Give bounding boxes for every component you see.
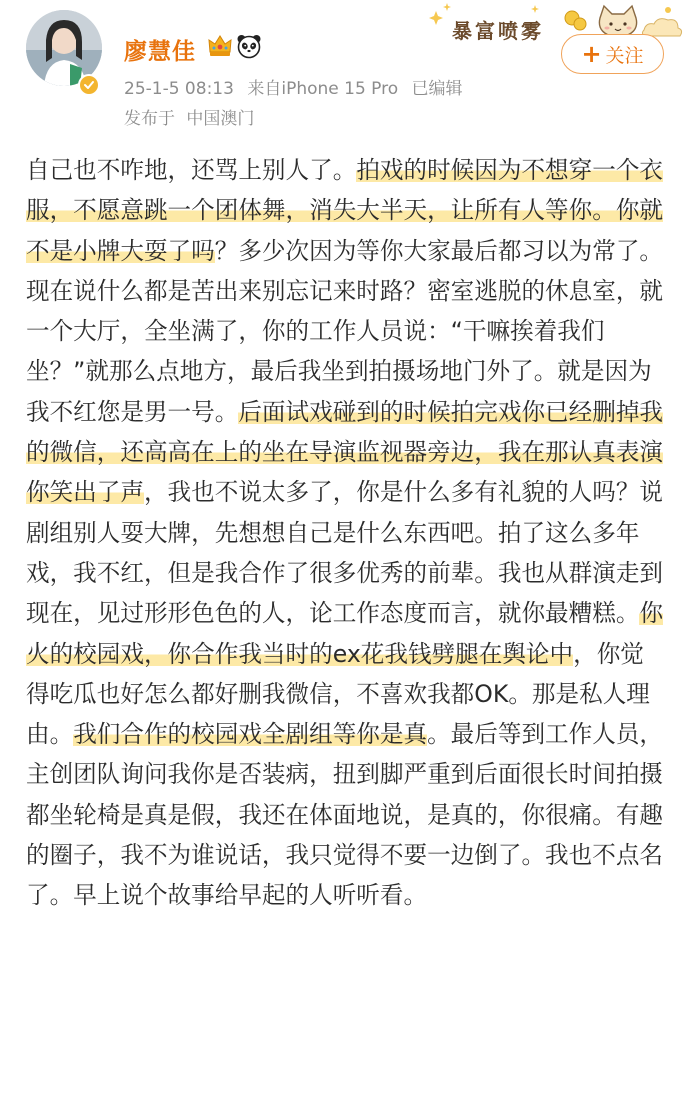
highlighted-text-segment: 拍戏的时候因为不想穿一个衣服，不愿意跳一个团体舞，消失大半天，让所有人等你。你就不是小牌大耍了吗 bbox=[26, 156, 664, 265]
follow-label: 关注 bbox=[605, 44, 644, 67]
panda-icon bbox=[236, 33, 262, 59]
text-segment: 。最后等到工作人员，主创团队询问我你是否装病，扭到脚严重到后面很长时间拍摄都坐轮椅是真是假，我还在体面地说，是真的，你很痛。有趣的圈子，我不为谁说话，我只觉得不要一边倒了。我也不点名了。早上说个故事给早起的人听听看。 bbox=[26, 720, 664, 910]
text-segment: ？多少次因为等你大家最后都习以为常了。现在说什么都是苦出来别忘记来时路？密室逃脱的休息室，就一个大厅，全坐满了，你的工作人员说：“干嘛挨着我们坐？”就那么点地方，最后我坐到拍摄场地门外了。就是因为我不红您是男一号。 bbox=[26, 236, 664, 426]
text-segment: ，我也不说太多了，你是什么多有礼貌的人吗？说剧组别人耍大牌，先想想自己是什么东西吧。拍了这么多年戏，我不红，但是我合作了很多优秀的前辈。我也从群演走到现在，见过形形色色的人，论工作态度而言，就你最糟糕。 bbox=[26, 478, 664, 628]
highlighted-text-segment: 你火的校园戏，你合作我当时的ex花我钱劈腿在舆论中 bbox=[26, 599, 664, 668]
text-segment: 自己也不咋地，还骂上别人了。 bbox=[26, 156, 357, 184]
text-segment: ，你觉得吃瓜也好怎么都好删我微信，不喜欢我都OK。那是私人理由。 bbox=[26, 639, 650, 749]
decor-text: 暴富喷雾 bbox=[452, 19, 544, 43]
highlighted-text-segment: 我们合作的校园戏全剧组等你是真 bbox=[73, 720, 428, 749]
post-date: 25-1-5 08:13 bbox=[124, 79, 234, 99]
plus-icon: + bbox=[581, 40, 602, 68]
post-location bbox=[124, 104, 260, 129]
verified-badge-icon bbox=[78, 74, 100, 96]
crown-icon bbox=[207, 33, 233, 57]
user-name[interactable]: 廖慧佳 bbox=[124, 39, 196, 65]
location-name: 中国澳门 bbox=[186, 109, 255, 129]
location-prefix: 发布于 bbox=[124, 109, 175, 129]
edited-label[interactable]: 已编辑 bbox=[411, 79, 463, 99]
highlighted-text-segment: 后面试戏碰到的时候拍完戏你已经删掉我的微信，还高高在上的坐在导演监视器旁边，我在那认真表演你笑出了声 bbox=[26, 397, 664, 507]
post-text bbox=[26, 150, 664, 916]
post-source: 来自iPhone 15 Pro bbox=[247, 79, 399, 99]
follow-button[interactable] bbox=[561, 34, 664, 74]
post-meta bbox=[124, 74, 471, 99]
post-header bbox=[0, 0, 690, 140]
